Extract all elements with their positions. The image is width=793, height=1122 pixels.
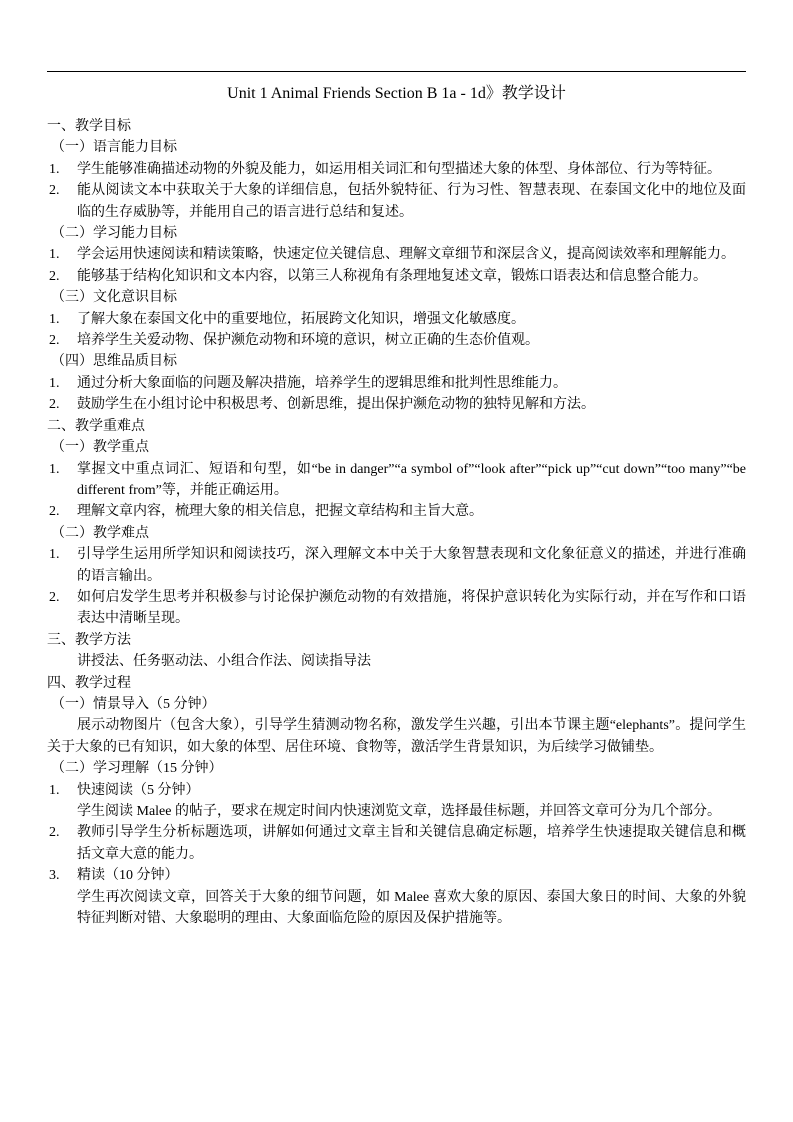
list-item	[47, 501, 746, 522]
list-item	[47, 309, 746, 330]
list-number: 1.	[49, 161, 60, 177]
list-number: 2.	[49, 333, 60, 349]
list-item	[47, 180, 746, 223]
document-title: Unit 1 Animal Friends Section B 1a - 1d》教学设计	[227, 85, 566, 102]
list-item-text: 能从阅读文本中获取关于大象的详细信息，包括外貌特征、行为习性、智慧表现、在泰国文化中的地位及面临的生存威胁等，并能用自己的语言进行总结和复述。	[77, 183, 746, 220]
intro-paragraph: 展示动物图片（包含大象），引导学生猜测动物名称，激发学生兴趣，引出本节课主题“elephants”。提问学生关于大象的已有知识，如大象的体型、居住环境、食物等，激活学生背景知识，为后续学习做铺垫。	[47, 718, 746, 755]
list-item-body: 学生阅读 Malee 的帖子，要求在规定时间内快速浏览文章，选择最佳标题，并回答文章可分为几个部分。	[77, 804, 721, 819]
list-number: 2.	[49, 183, 60, 199]
list-item	[47, 587, 746, 630]
list-item-text: 教师引导学生分析标题选项，讲解如何通过文章主旨和关键信息确定标题，培养学生快速提取关键信息和概括文章大意的能力。	[77, 825, 746, 862]
list-item-text: 培养学生关爱动物、保护濒危动物和环境的意识，树立正确的生态价值观。	[77, 333, 539, 349]
section-heading: 三、教学方法	[47, 632, 131, 648]
list-number: 1.	[49, 782, 60, 798]
list-number: 3.	[49, 868, 60, 884]
section-heading: 一、教学目标	[47, 119, 131, 134]
list-item	[47, 266, 746, 287]
list-number: 1.	[49, 461, 60, 477]
list-item	[47, 244, 746, 265]
subsection-heading: （三）文化意识目标	[51, 290, 177, 306]
list-item	[47, 865, 746, 886]
list-item	[47, 459, 746, 502]
section-heading: 四、教学过程	[47, 675, 131, 691]
list-number: 2.	[49, 268, 60, 284]
document-body	[47, 116, 746, 929]
list-item-text: 通过分析大象面临的问题及解决措施，培养学生的逻辑思维和批判性思维能力。	[77, 375, 567, 391]
list-item-text: 理解文章内容，梳理大象的相关信息，把握文章结构和主旨大意。	[77, 504, 483, 520]
list-item	[47, 780, 746, 801]
teaching-methods-text: 讲授法、任务驱动法、小组合作法、阅读指导法	[77, 654, 371, 670]
list-number: 2.	[49, 825, 60, 841]
subsection-heading: （一）情景导入（5 分钟）	[51, 696, 216, 712]
list-number: 2.	[49, 504, 60, 520]
list-item-text: 如何启发学生思考并积极参与讨论保护濒危动物的有效措施，将保护意识转化为实际行动，并在写作和口语表达中清晰呈现。	[77, 589, 746, 627]
list-item	[47, 394, 746, 415]
list-item-text: 了解大象在泰国文化中的重要地位，拓展跨文化知识，增强文化敏感度。	[77, 311, 525, 327]
list-item-text: 掌握文中重点词汇、短语和句型，如“be in danger”“a symbol of”“look after”“pick up”“cut down”“too many”“be different from”等，并能正确运用。	[77, 461, 746, 498]
list-item-text: 能够基于结构化知识和文本内容，以第三人称视角有条理地复述文章，锻炼口语表达和信息整合能力。	[77, 268, 707, 284]
list-item-title: 快速阅读（5 分钟）	[77, 782, 200, 798]
list-item-text: 鼓励学生在小组讨论中积极思考、创新思维，提出保护濒危动物的独特见解和方法。	[77, 397, 595, 413]
list-item-body: 学生再次阅读文章，回答关于大象的细节问题，如 Malee 喜欢大象的原因、泰国大象日的时间、大象的外貌特征判断对错、大象聪明的理由、大象面临危险的原因及保护措施等。	[77, 889, 746, 927]
subsection-heading: （二）学习理解（15 分钟）	[51, 761, 223, 777]
subsection-heading: （一）教学重点	[51, 440, 149, 456]
list-item	[47, 822, 746, 865]
list-item-text: 学生能够准确描述动物的外貌及能力，如运用相关词汇和句型描述大象的体型、身体部位、行为等特征。	[77, 161, 721, 177]
subsection-heading: （二）学习能力目标	[51, 226, 177, 242]
list-item-title: 精读（10 分钟）	[77, 868, 179, 884]
list-number: 2.	[49, 397, 60, 413]
list-item	[47, 544, 746, 587]
list-number: 1.	[49, 247, 60, 263]
subsection-heading: （二）教学难点	[51, 525, 149, 541]
list-number: 1.	[49, 375, 60, 391]
list-item-text: 引导学生运用所学知识和阅读技巧，深入理解文本中关于大象智慧表现和文化象征意义的描述，并进行准确的语言输出。	[77, 547, 746, 584]
subsection-heading: （一）语言能力目标	[51, 140, 177, 156]
list-item	[47, 330, 746, 351]
header-rule	[47, 71, 746, 72]
subsection-heading: （四）思维品质目标	[51, 354, 177, 370]
section-heading: 二、教学重难点	[47, 418, 145, 434]
list-number: 1.	[49, 547, 60, 563]
list-item-text: 学会运用快速阅读和精读策略，快速定位关键信息、理解文章细节和深层含义，提高阅读效率和理解能力。	[77, 247, 735, 263]
list-item	[47, 373, 746, 394]
list-number: 1.	[49, 311, 60, 327]
list-number: 2.	[49, 589, 60, 605]
list-item	[47, 159, 746, 180]
